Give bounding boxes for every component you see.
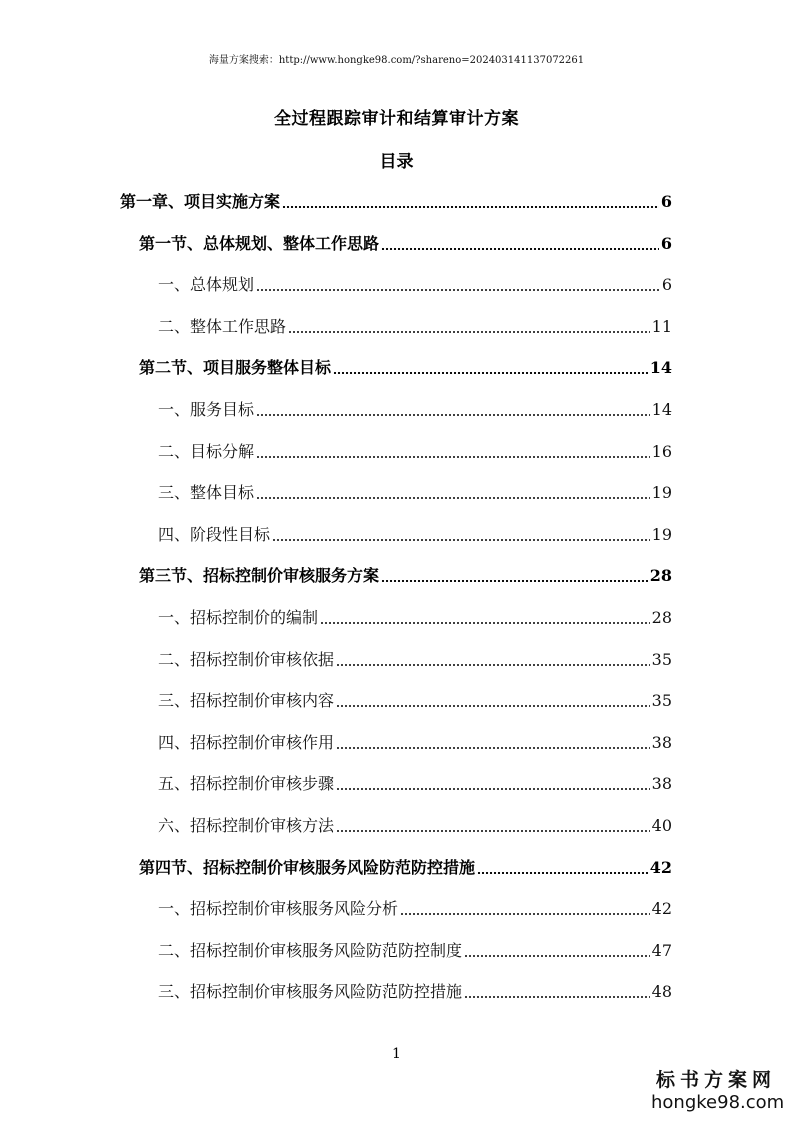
toc-dot-leader (400, 913, 650, 915)
toc-entry-title: 一、服务目标 (158, 400, 255, 419)
toc-entry-page: 6 (661, 275, 672, 294)
toc-entry-page: 35 (651, 691, 672, 710)
header-search-link[interactable]: 海量方案搜索：http://www.hongke98.com/?shareno=20240314113707226​1 (208, 55, 585, 66)
toc-entry-title: 二、整体工作思路 (158, 317, 287, 336)
toc-entry[interactable] (158, 313, 672, 337)
toc-dot-leader (464, 996, 650, 998)
toc-entry-page: 19 (651, 525, 672, 544)
toc-entry[interactable] (158, 770, 672, 794)
toc-entry[interactable] (158, 895, 672, 919)
toc-dot-leader (256, 289, 660, 291)
toc-dot-leader (333, 372, 648, 374)
toc-entry[interactable] (158, 646, 672, 670)
toc-entry-title: 第四节、招标控制价审核服务风险防范防控措施 (139, 858, 476, 877)
toc-entry[interactable] (158, 978, 672, 1002)
toc-entry-page: 38 (651, 733, 672, 752)
toc-entry-title: 三、整体目标 (158, 483, 255, 502)
toc-entry-title: 四、阶段性目标 (158, 525, 271, 544)
toc-entry-page: 28 (651, 608, 672, 627)
toc-dot-leader (256, 497, 650, 499)
toc-dot-leader (336, 788, 650, 790)
toc-dot-leader (320, 622, 650, 624)
toc-entry[interactable] (158, 729, 672, 753)
toc-entry-page: 16 (651, 442, 672, 461)
toc-entry-page: 42 (649, 858, 672, 877)
toc-entry-title: 二、招标控制价审核服务风险防范防控制度 (158, 941, 463, 960)
toc-entry-title: 三、招标控制价审核内容 (158, 691, 335, 710)
toc-entry[interactable] (158, 396, 672, 420)
toc-entry-page: 47 (651, 941, 672, 960)
toc-entry[interactable] (139, 562, 672, 586)
toc-entry-title: 一、招标控制价审核服务风险分析 (158, 899, 399, 918)
toc-entry-page: 14 (651, 400, 672, 419)
toc-entry-title: 一、总体规划 (158, 275, 255, 294)
toc-entry[interactable] (158, 604, 672, 628)
toc-dot-leader (288, 331, 650, 333)
toc-entry-title: 第三节、招标控制价审核服务方案 (139, 566, 380, 585)
toc-entry-title: 四、招标控制价审核作用 (158, 733, 335, 752)
toc-dot-leader (336, 705, 650, 707)
toc-entry-title: 第一章、项目实施方案 (120, 192, 281, 211)
toc-entry[interactable] (158, 438, 672, 462)
toc-entry[interactable] (158, 479, 672, 503)
toc-entry-page: 14 (649, 358, 672, 377)
page-number: 1 (392, 1046, 401, 1062)
toc-entry-page: 28 (649, 566, 672, 585)
toc-entry-page: 6 (660, 234, 672, 253)
toc-heading: 目录 (379, 152, 414, 172)
toc-entry-page: 38 (651, 774, 672, 793)
toc-dot-leader (272, 539, 650, 541)
toc-entry-title: 二、招标控制价审核依据 (158, 650, 335, 669)
toc-entry-title: 五、招标控制价审核步骤 (158, 774, 335, 793)
toc-entry[interactable] (158, 271, 672, 295)
toc-dot-leader (336, 664, 650, 666)
toc-entry-title: 六、招标控制价审核方法 (158, 816, 335, 835)
toc-dot-leader (381, 580, 648, 582)
toc-entry[interactable] (158, 687, 672, 711)
toc-dot-leader (256, 456, 650, 458)
toc-entry[interactable] (158, 521, 672, 545)
toc-entry[interactable] (139, 354, 672, 378)
watermark-url: hongke98.com (651, 1092, 785, 1113)
document-title: 全过程跟踪审计和结算审计方案 (274, 109, 519, 129)
toc-entry-page: 19 (651, 483, 672, 502)
toc-dot-leader (282, 206, 659, 208)
toc-entry[interactable] (139, 230, 672, 254)
toc-dot-leader (256, 414, 650, 416)
toc-entry[interactable] (139, 854, 672, 878)
toc-dot-leader (336, 830, 650, 832)
toc-dot-leader (477, 872, 648, 874)
toc-dot-leader (464, 955, 650, 957)
toc-entry-page: 6 (660, 192, 672, 211)
toc-entry-page: 35 (651, 650, 672, 669)
toc-entry-page: 42 (651, 899, 672, 918)
toc-entry-title: 第二节、项目服务整体目标 (139, 358, 332, 377)
toc-entry[interactable] (158, 937, 672, 961)
toc-entry-page: 11 (651, 317, 672, 336)
toc-entry-title: 一、招标控制价的编制 (158, 608, 319, 627)
watermark-name: 标书方案网 (655, 1069, 776, 1091)
toc-entry-title: 二、目标分解 (158, 442, 255, 461)
toc-entry-title: 三、招标控制价审核服务风险防范防控措施 (158, 982, 463, 1001)
toc-entry-page: 40 (651, 816, 672, 835)
toc-entry[interactable] (120, 188, 672, 212)
toc-entry-page: 48 (651, 982, 672, 1001)
toc-entry-title: 第一节、总体规划、整体工作思路 (139, 234, 380, 253)
toc-dot-leader (336, 747, 650, 749)
watermark-logo (651, 1068, 785, 1114)
toc-dot-leader (381, 248, 659, 250)
page-header (0, 54, 793, 68)
toc-entry[interactable] (158, 812, 672, 836)
